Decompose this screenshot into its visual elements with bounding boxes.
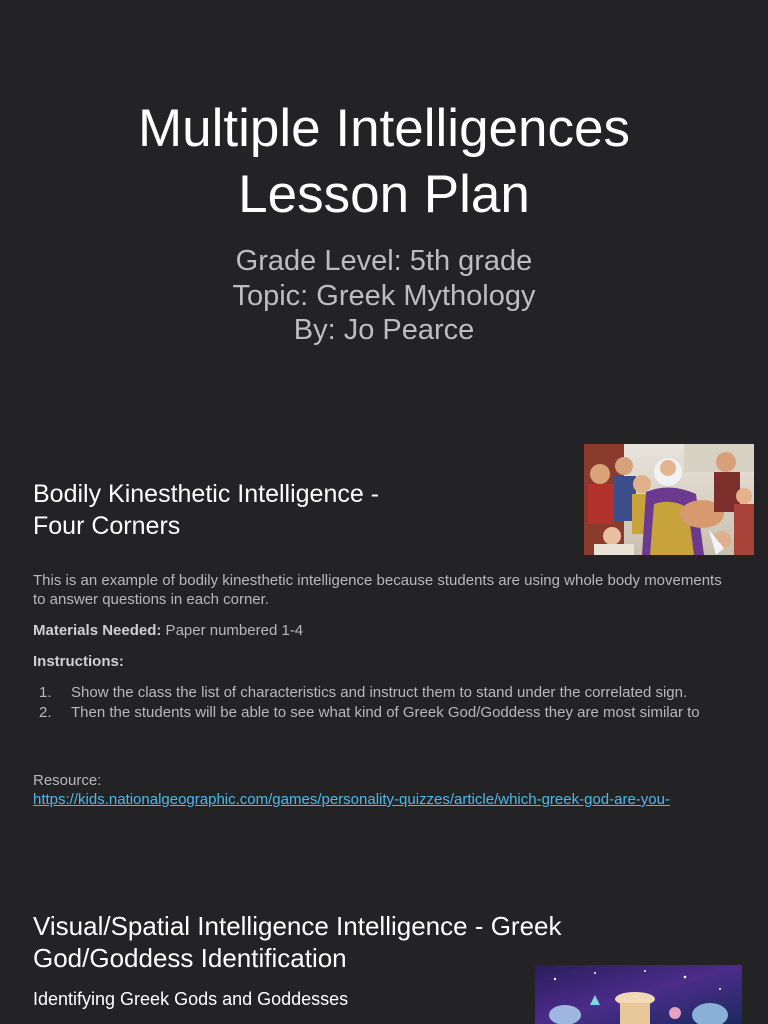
instructions-list: [33, 684, 713, 723]
list-item: [33, 704, 713, 723]
list-number: 1.: [39, 684, 52, 701]
topic: Topic: Greek Mythology: [232, 279, 536, 312]
list-item: [33, 684, 713, 703]
materials-label: Materials Needed:: [33, 622, 162, 639]
bodily-heading-line-1: Bodily Kinesthetic Intelligence -: [33, 480, 380, 508]
visual-heading-line-2: God/Goddess Identification: [33, 943, 347, 973]
title-line-2: Lesson Plan: [238, 165, 530, 224]
page-title: [0, 96, 768, 228]
bodily-description: This is an example of bodily kinesthetic intelligence because students are using whole body movements to answer questions in each corner.: [33, 572, 722, 608]
title-slide: [0, 0, 768, 430]
list-text: Show the class the list of characteristics and instruct them to stand under the correlated sign.: [71, 684, 688, 701]
olympus-illustration: [535, 965, 742, 1024]
visual-heading-line-1: Visual/Spatial Intelligence Intelligence - Greek: [33, 911, 562, 941]
resource-label: Resource:: [33, 772, 102, 789]
list-number: 2.: [39, 703, 52, 721]
greek-gods-illustration: [584, 444, 754, 555]
bodily-section-heading: [33, 478, 379, 542]
grade-level: Grade Level: 5th grade: [235, 245, 533, 277]
instructions-label: Instructions:: [33, 653, 124, 670]
bodily-heading-line-2: Four Corners: [33, 512, 181, 540]
title-line-1: Multiple Intelligences: [138, 99, 630, 158]
list-text: Then the students will be able to see what kind of Greek God/Goddess they are most similar to: [71, 703, 700, 721]
visual-section-heading: [33, 910, 562, 974]
resource-link-row: [33, 790, 733, 809]
author: By: Jo Pearce: [293, 314, 475, 346]
resource-link[interactable]: https://kids.nationalgeographic.com/games/personality-quizzes/article/which-greek-god-are-you-: [33, 791, 670, 808]
materials-value: Paper numbered 1-4: [161, 622, 304, 639]
visual-subheading: Identifying Greek Gods and Goddesses: [33, 989, 349, 1009]
subtitle: [0, 244, 768, 348]
materials-line: [33, 621, 723, 640]
